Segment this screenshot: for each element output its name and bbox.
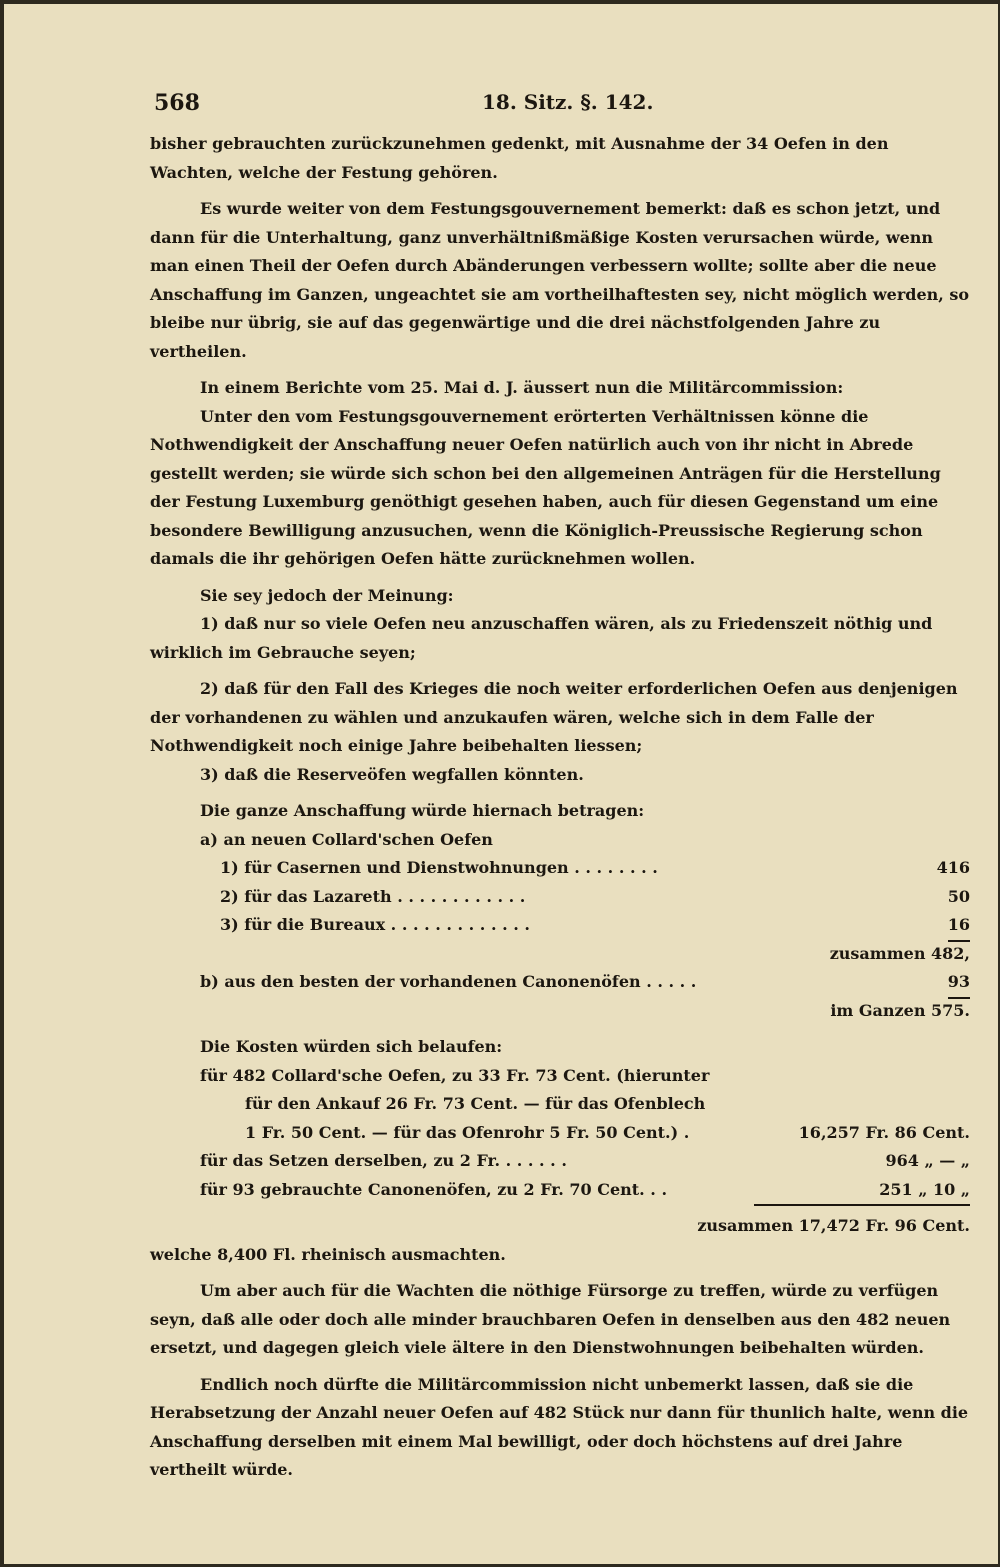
cost-total: zusammen 17,472 Fr. 96 Cent.: [697, 1216, 970, 1235]
paragraph: Die Kosten würden sich belaufen:: [200, 1037, 503, 1056]
cost-line: für 482 Collard'sche Oefen, zu 33 Fr. 73 Cent. (hierunter: [200, 1065, 710, 1085]
tally-subtotal: zusammen 482,: [829, 943, 970, 963]
tally-total: im Ganzen 575.: [830, 1000, 970, 1020]
tally-heading-a: a) an neuen Collard'schen Oefen: [200, 829, 493, 849]
cost-line: für 93 gebrauchte Canonenöfen, zu 2 Fr. 70 Cent. . . 251 „ 10 „: [150, 1176, 970, 1205]
cost-line: für das Setzen derselben, zu 2 Fr. . . . . . . 964 „ — „: [200, 1151, 970, 1170]
paragraph: Es wurde weiter von dem Festungsgouvernement bemerkt: daß es schon jetzt, und dann für die Unterhaltung, ganz unverhältnißmäßige Kosten verursachen würde, wenn man einen Theil der Oefen durch Abänderungen verbessern wollte; sollte aber die neue Anschaffung im Ganzen, ungeachtet sie am vortheilhaftesten sey, nicht möglich werden, so bleibe nur übrig, sie auf das gegenwärtige und die drei nächstfolgenden Jahre zu vertheilen.: [150, 199, 970, 361]
list-item: 3) daß die Reserveöfen wegfallen könnten.: [200, 764, 584, 784]
tally-row: 1) für Casernen und Dienstwohnungen . . . . . . . . 416: [220, 858, 970, 877]
paragraph: Unter den vom Festungsgouvernement erörterten Verhältnissen könne die Nothwendigkeit der Anschaffung neuer Oefen natürlich auch von ihr nicht in Abrede gestellt werden; sie würde sich schon bei den allgemeinen Anträgen für die Herstellung der Festung Luxemburg genöthigt gesehen haben, auch für diesen Gegenstand um eine besondere Bewilligung anzusuchen, wenn die Königlich-Preussische Regierung schon damals die ihr gehörigen Oefen hätte zurücknehmen wollen.: [150, 406, 941, 568]
tally-row: 2) für das Lazareth . . . . . . . . . . . . 50: [220, 886, 970, 906]
paragraph: bisher gebrauchten zurückzunehmen gedenkt, mit Ausnahme der 34 Oefen in den Wachten, welche der Festung gehören.: [150, 134, 889, 182]
running-head: 18. Sitz. §. 142.: [482, 90, 654, 114]
list-item: 2) daß für den Fall des Krieges die noch weiter erforderlichen Oefen aus denjenigen der vorhandenen zu wählen und anzukaufen wären, welche sich in dem Falle der Nothwendigkeit noch einige Jahre beibehalten liessen;: [150, 679, 958, 755]
page-number: 568: [154, 90, 200, 116]
tally-row: b) aus den besten der vorhandenen Canonenöfen . . . . . 93: [150, 968, 970, 997]
paragraph: Sie sey jedoch der Meinung:: [200, 585, 454, 605]
paragraph: Die ganze Anschaffung würde hiernach betragen:: [200, 801, 645, 820]
paragraph: Endlich noch dürfte die Militärcommission nicht unbemerkt lassen, daß sie die Herabsetzung der Anzahl neuer Oefen auf 482 Stück nur dann für thunlich halte, wenn die Anschaffung derselben mit einem Mal bewilligt, oder doch höchstens auf drei Jahre vertheilt würde.: [150, 1374, 969, 1479]
paragraph: welche 8,400 Fl. rheinisch ausmachten.: [150, 1244, 506, 1264]
page-header: [4, 90, 998, 120]
tally-row: 3) für die Bureaux . . . . . . . . . . . . . 16: [150, 911, 970, 940]
cost-line: 1 Fr. 50 Cent. — für das Ofenrohr 5 Fr. 50 Cent.) . 16,257 Fr. 86 Cent.: [245, 1122, 970, 1142]
page-body: [150, 130, 970, 1485]
list-item: 1) daß nur so viele Oefen neu anzuschaffen wären, als zu Friedenszeit nöthig und wirklich im Gebrauche seyen;: [150, 614, 933, 662]
cost-line: für den Ankauf 26 Fr. 73 Cent. — für das Ofenblech: [245, 1094, 706, 1113]
document-page: [4, 4, 998, 1564]
paragraph: Um aber auch für die Wachten die nöthige Fürsorge zu treffen, würde zu verfügen seyn, daß alle oder doch alle minder brauchbaren Oefen in denselben aus den 482 neuen ersetzt, und dagegen gleich viele ältere in den Dienstwohnungen beibehalten würden.: [150, 1281, 951, 1357]
paragraph: In einem Berichte vom 25. Mai d. J. äussert nun die Militärcommission:: [200, 378, 844, 397]
